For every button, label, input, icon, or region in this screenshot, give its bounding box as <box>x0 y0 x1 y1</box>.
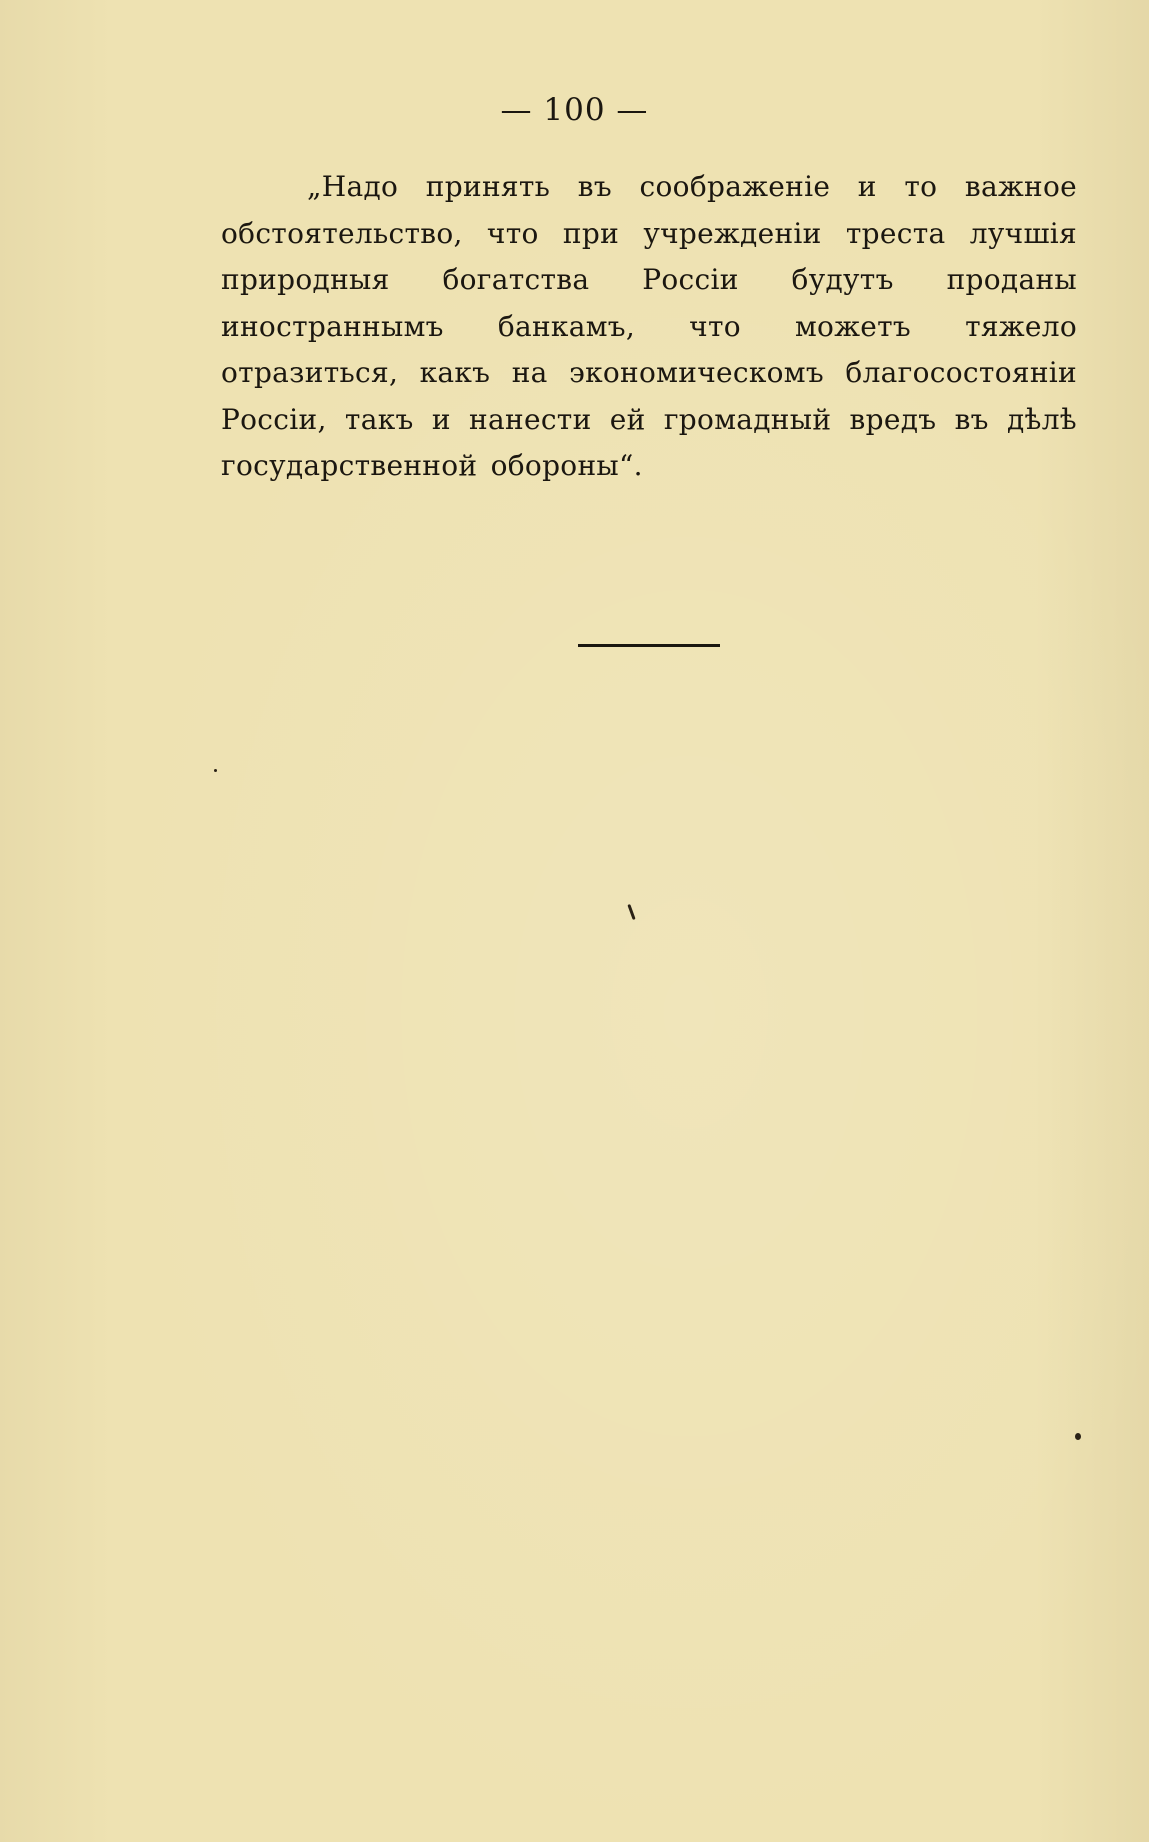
ink-speck <box>627 904 635 920</box>
quote-paragraph: „Надо принять въ соображеніе и то важное обстоятельство, что при учрежденіи треста лучшія природныя богатства Россіи будутъ проданы иностраннымъ банкамъ, что можетъ тяжело отразиться, какъ на экономическомъ благосостояніи Россіи, такъ и нанести ей громадный вредъ въ дѣлѣ государственной обороны“. <box>221 170 1077 482</box>
ink-speck <box>214 769 217 772</box>
section-divider <box>578 644 720 647</box>
ink-speck <box>1075 1433 1081 1440</box>
page-number: — 100 — <box>500 92 649 128</box>
